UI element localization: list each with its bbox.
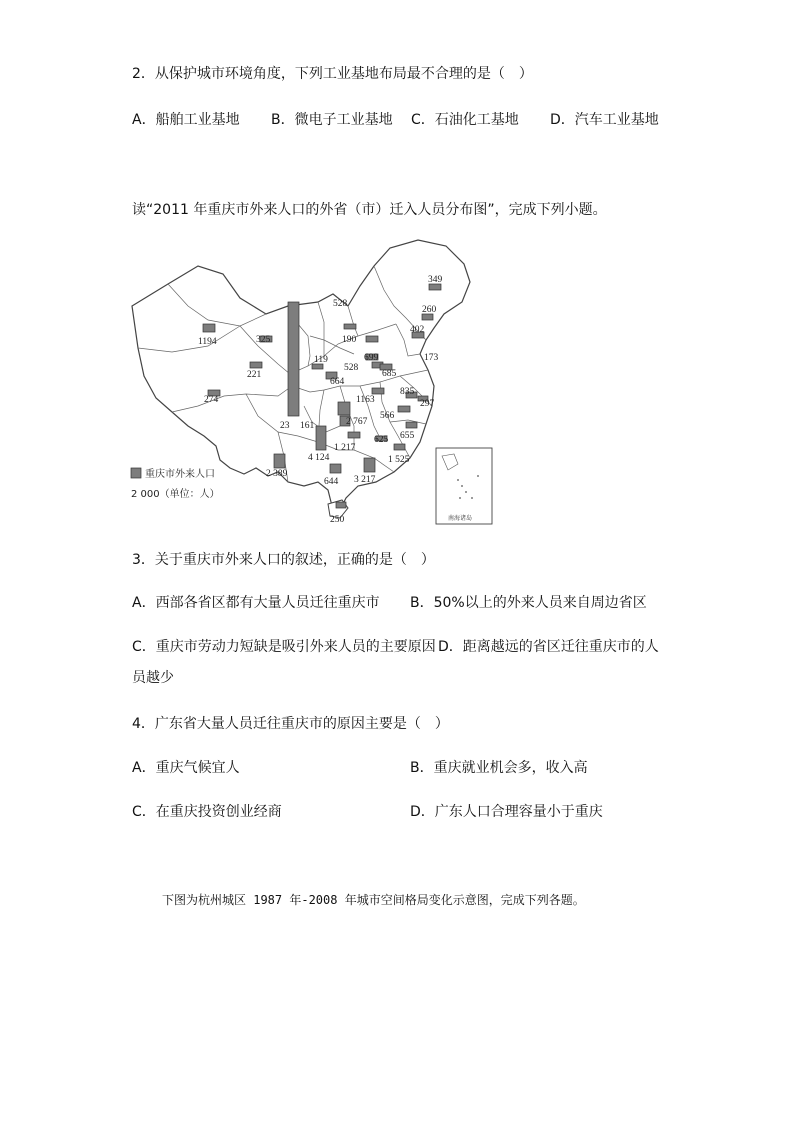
legend-label: 重庆市外来人口	[145, 469, 215, 480]
bar-shanxi	[366, 336, 378, 342]
label-zhejiang: 655	[400, 431, 415, 441]
q4-option-a: A．重庆气候宜人	[132, 760, 240, 776]
label-shanghai: 297	[420, 399, 435, 409]
q2-option-a: A．船舶工业基地	[132, 112, 240, 128]
label-hebei: 699	[364, 353, 379, 363]
label-hunan: 1 217	[334, 443, 356, 453]
label-xinjiang: 1194	[198, 337, 217, 347]
label-liaoning-east: 173	[424, 353, 439, 363]
label-shanxi: 528	[344, 363, 359, 373]
bar-zhejiang	[406, 422, 417, 428]
label-shandong: 685	[382, 369, 397, 379]
label-anhui: 566	[380, 411, 395, 421]
legend-swatch	[131, 468, 141, 478]
label-jiangsu: 835	[400, 387, 415, 397]
q2-option-c: C．石油化工基地	[411, 112, 519, 128]
bar-hainan	[336, 502, 346, 508]
map-intro: 读“2011 年重庆市外来人口的外省（市）迁入人员分布图”，完成下列小题。	[132, 202, 607, 218]
bar-gansu-tall	[288, 302, 299, 416]
label-gansu: 23	[280, 421, 290, 431]
label-guizhou: 4 124	[308, 453, 330, 463]
label-shaanxi: 664	[330, 377, 345, 387]
q4-option-b: B．重庆就业机会多，收入高	[410, 760, 588, 776]
q3-option-b: B．50%以上的外来人员来自周边省区	[410, 595, 647, 611]
label-yunnan: 2 389	[266, 469, 288, 479]
bar-anhui	[398, 406, 410, 412]
label-jilin: 260	[422, 305, 437, 315]
bar-xinjiang	[203, 324, 215, 332]
q2-option-b: B．微电子工业基地	[271, 112, 393, 128]
label-qinghai-north: 325	[256, 335, 271, 345]
bar-yunnan	[274, 454, 285, 468]
label-jiangxi: 625	[374, 435, 389, 445]
bar-hunan	[348, 432, 360, 438]
bar-guizhou	[316, 426, 326, 450]
q3-option-d-line2: 员越少	[132, 670, 174, 686]
bar-sichuan	[338, 402, 350, 415]
label-guangdong: 3 217	[354, 475, 376, 485]
q4-stem: 4．广东省大量人员迁往重庆市的原因主要是（ ）	[132, 716, 449, 732]
label-liaoning: 402	[410, 325, 425, 335]
q3-option-a: A．西部各省区都有大量人员迁往重庆市	[132, 595, 380, 611]
inset-label: 南海诸岛	[448, 515, 473, 522]
label-qinghai: 161	[300, 421, 315, 431]
q2-option-d: D．汽车工业基地	[550, 112, 659, 128]
label-fujian: 1 525	[388, 455, 410, 465]
china-migration-map	[128, 236, 498, 528]
label-tibet-north: 221	[247, 370, 262, 380]
label-hainan: 250	[330, 515, 345, 525]
label-sichuan: 2 767	[346, 417, 368, 427]
next-section-intro: 下图为杭州城区 1987 年-2008 年城市空间格局变化示意图，完成下列各题。	[162, 893, 585, 907]
label-heilongjiang: 349	[428, 275, 443, 285]
bar-guangdong	[364, 458, 375, 472]
q3-option-c: C．重庆市劳动力短缺是吸引外来人员的主要原因	[132, 639, 436, 655]
bar-hubei	[372, 388, 384, 394]
label-guangxi: 644	[324, 477, 339, 487]
q3-option-d-line1: D．距离越远的省区迁往重庆市的人	[438, 639, 659, 655]
legend-scale: 2 000（单位：人）	[131, 489, 220, 500]
label-henan: 1163	[356, 395, 375, 405]
label-inner-mongolia-top: 528	[333, 299, 348, 309]
bar-inner-mongolia	[344, 324, 356, 329]
label-tibet-south: 274	[204, 395, 219, 405]
label-inner-mongolia: 190	[342, 335, 357, 345]
q2-stem: 2．从保护城市环境角度，下列工业基地布局最不合理的是（ ）	[132, 66, 533, 82]
label-ningxia: 119	[314, 355, 328, 365]
bar-fujian	[394, 444, 405, 450]
bar-tibet-north	[250, 362, 262, 368]
bar-guangxi	[330, 464, 341, 473]
south-sea-inset	[436, 448, 492, 524]
q3-stem: 3．关于重庆市外来人口的叙述，正确的是（ ）	[132, 552, 435, 568]
q4-option-c: C．在重庆投资创业经商	[132, 804, 282, 820]
q4-option-d: D．广东人口合理容量小于重庆	[410, 804, 603, 820]
